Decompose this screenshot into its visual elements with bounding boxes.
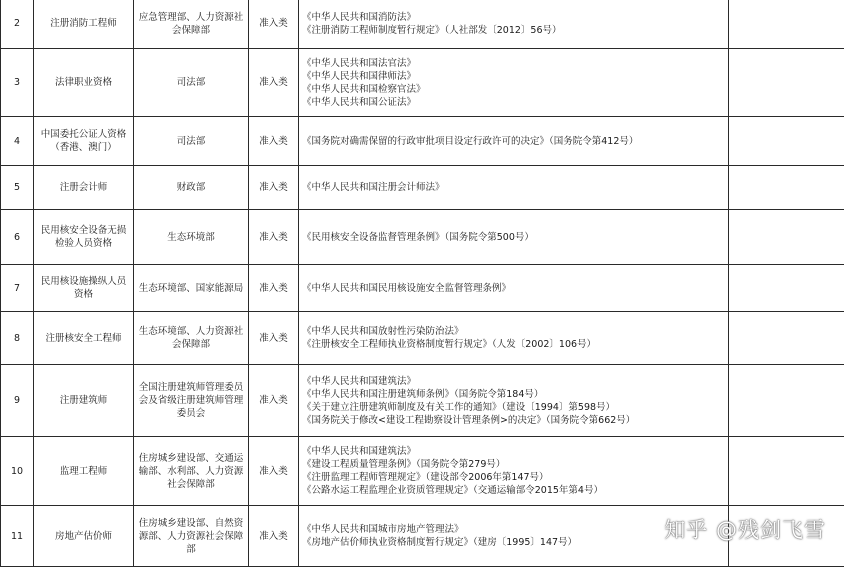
row-number: 2 [1, 0, 34, 49]
legal-basis [299, 437, 729, 506]
qualification-name: 房地产估价师 [34, 506, 134, 567]
qualification-name: 注册建筑师 [34, 365, 134, 437]
table-row [1, 117, 844, 166]
row-number: 11 [1, 506, 34, 567]
remarks-cell [729, 210, 844, 265]
remarks-cell [729, 0, 844, 49]
qualification-name: 中国委托公证人资格（香港、澳门） [34, 117, 134, 166]
law-item: 《国务院关于修改<建设工程勘察设计管理条例>的决定》（国务院令第662号） [302, 414, 725, 427]
table-row [1, 49, 844, 117]
department: 司法部 [134, 49, 249, 117]
row-number: 8 [1, 312, 34, 365]
qualification-name: 注册消防工程师 [34, 0, 134, 49]
law-item: 《中华人民共和国检察官法》 [302, 83, 725, 96]
law-item: 《注册核安全工程师执业资格制度暂行规定》（人发〔2002〕106号） [302, 338, 725, 351]
table-row [1, 365, 844, 437]
law-item: 《中华人民共和国法官法》 [302, 57, 725, 70]
law-item: 《中华人民共和国注册建筑师条例》（国务院令第184号） [302, 388, 725, 401]
table-row [1, 265, 844, 312]
table-row [1, 210, 844, 265]
table-row [1, 166, 844, 210]
law-item: 《中华人民共和国城市房地产管理法》 [302, 523, 725, 536]
qualification-name: 注册会计师 [34, 166, 134, 210]
qualification-name: 民用核设施操纵人员资格 [34, 265, 134, 312]
department: 住房城乡建设部、自然资源部、人力资源社会保障部 [134, 506, 249, 567]
legal-basis [299, 312, 729, 365]
legal-basis [299, 49, 729, 117]
table-row [1, 312, 844, 365]
law-item: 《中华人民共和国公证法》 [302, 96, 725, 109]
category-type: 准入类 [249, 265, 299, 312]
law-item: 《建设工程质量管理条例》（国务院令第279号） [302, 458, 725, 471]
law-item: 《关于建立注册建筑师制度及有关工作的通知》（建设〔1994〕第598号） [302, 401, 725, 414]
row-number: 10 [1, 437, 34, 506]
category-type: 准入类 [249, 437, 299, 506]
department: 应急管理部、人力资源社会保障部 [134, 0, 249, 49]
department: 住房城乡建设部、交通运输部、水利部、人力资源社会保障部 [134, 437, 249, 506]
category-type: 准入类 [249, 506, 299, 567]
law-item: 《中华人民共和国放射性污染防治法》 [302, 325, 725, 338]
row-number: 7 [1, 265, 34, 312]
legal-basis [299, 0, 729, 49]
department: 生态环境部 [134, 210, 249, 265]
department: 生态环境部、国家能源局 [134, 265, 249, 312]
law-item: 《中华人民共和国律师法》 [302, 70, 725, 83]
category-type: 准入类 [249, 210, 299, 265]
row-number: 9 [1, 365, 34, 437]
remarks-cell [729, 365, 844, 437]
law-item: 《中华人民共和国建筑法》 [302, 445, 725, 458]
law-item: 《中华人民共和国民用核设施安全监督管理条例》 [302, 282, 725, 295]
row-number: 6 [1, 210, 34, 265]
qualification-name: 法律职业资格 [34, 49, 134, 117]
zhihu-watermark: 知乎 @残剑飞雪 [664, 514, 826, 544]
law-item: 《民用核安全设备监督管理条例》（国务院令第500号） [302, 231, 725, 244]
legal-basis [299, 166, 729, 210]
department: 生态环境部、人力资源社会保障部 [134, 312, 249, 365]
remarks-cell [729, 166, 844, 210]
remarks-cell [729, 437, 844, 506]
row-number: 3 [1, 49, 34, 117]
legal-basis [299, 265, 729, 312]
law-item: 《国务院对确需保留的行政审批项目设定行政许可的决定》（国务院令第412号） [302, 135, 725, 148]
remarks-cell [729, 117, 844, 166]
department: 财政部 [134, 166, 249, 210]
category-type: 准入类 [249, 365, 299, 437]
category-type: 准入类 [249, 166, 299, 210]
table-row [1, 0, 844, 49]
department: 司法部 [134, 117, 249, 166]
legal-basis [299, 117, 729, 166]
law-item: 《房地产估价师执业资格制度暂行规定》（建房〔1995〕147号） [302, 536, 725, 549]
legal-basis [299, 210, 729, 265]
category-type: 准入类 [249, 312, 299, 365]
row-number: 5 [1, 166, 34, 210]
law-item: 《中华人民共和国消防法》 [302, 11, 725, 24]
department: 全国注册建筑师管理委员会及省级注册建筑师管理委员会 [134, 365, 249, 437]
category-type: 准入类 [249, 49, 299, 117]
law-item: 《中华人民共和国注册会计师法》 [302, 181, 725, 194]
qualification-name: 民用核安全设备无损检验人员资格 [34, 210, 134, 265]
remarks-cell [729, 49, 844, 117]
remarks-cell [729, 312, 844, 365]
remarks-cell [729, 265, 844, 312]
category-type: 准入类 [249, 117, 299, 166]
table-row [1, 437, 844, 506]
category-type: 准入类 [249, 0, 299, 49]
row-number: 4 [1, 117, 34, 166]
qualification-name: 注册核安全工程师 [34, 312, 134, 365]
qualification-name: 监理工程师 [34, 437, 134, 506]
law-item: 《注册消防工程师制度暂行规定》（人社部发〔2012〕56号） [302, 24, 725, 37]
law-item: 《中华人民共和国建筑法》 [302, 375, 725, 388]
legal-basis [299, 365, 729, 437]
law-item: 《注册监理工程师管理规定》（建设部令2006年第147号） [302, 471, 725, 484]
law-item: 《公路水运工程监理企业资质管理规定》（交通运输部令2015年第4号） [302, 484, 725, 497]
